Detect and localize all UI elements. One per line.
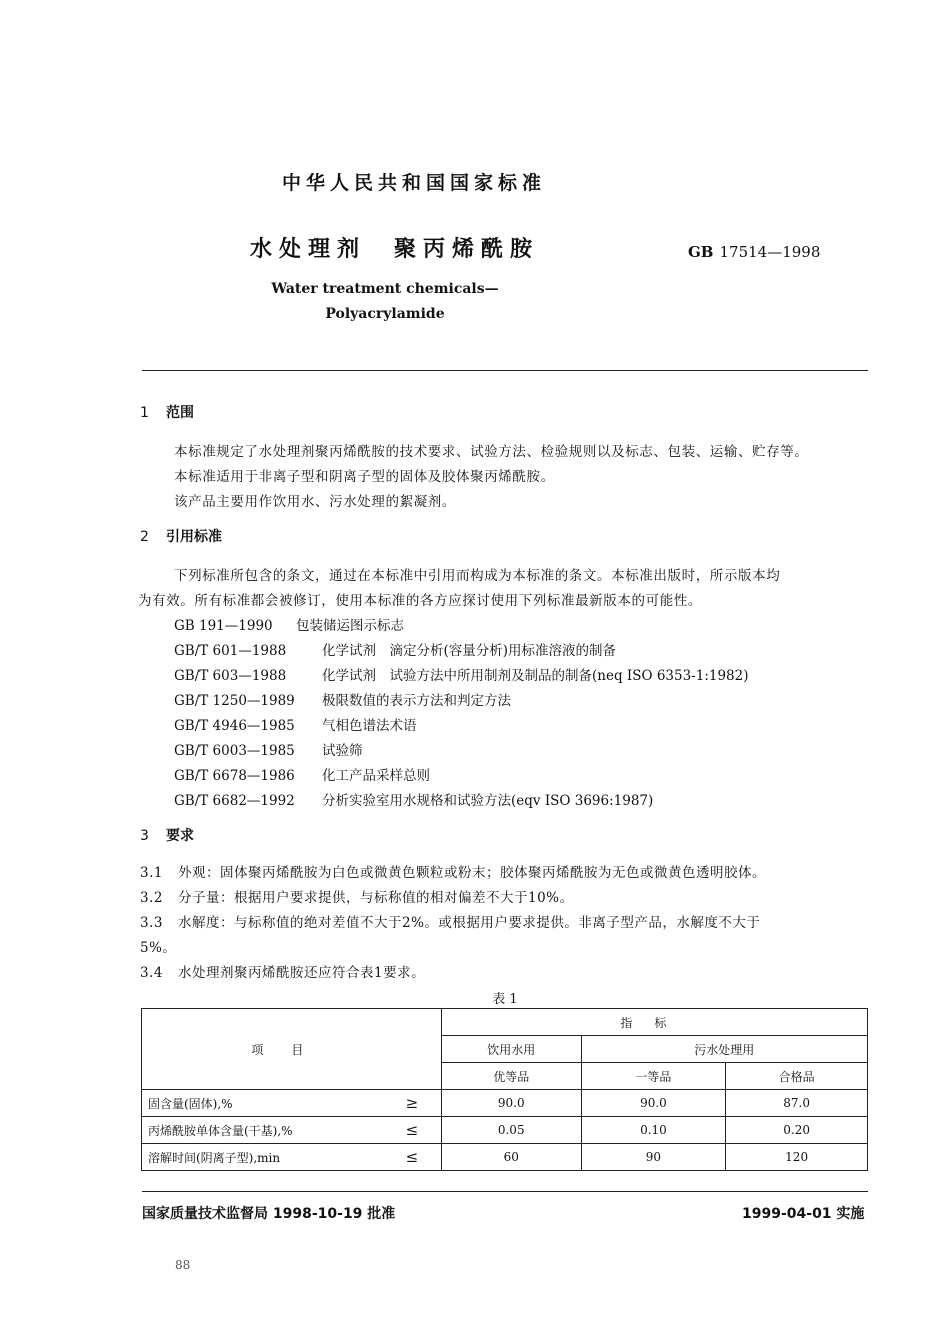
section3-title: 要求 xyxy=(166,828,194,844)
ref-title: 极限数值的表示方法和判定方法 xyxy=(322,693,511,709)
item-name-cell: 丙烯酰胺单体含量(干基),% xyxy=(142,1117,384,1144)
table-row xyxy=(142,1090,868,1117)
footer-rule xyxy=(142,1191,868,1192)
requirement-text: 水处理剂聚丙烯酰胺还应符合表1要求。 xyxy=(178,965,426,981)
header-rule xyxy=(142,370,868,371)
ref-code: GB/T 603—1988 xyxy=(174,668,287,684)
section1-heading xyxy=(140,402,194,422)
ref-title: 化学试剂 试验方法中所用制剂及制品的制备(neq ISO 6353-1:1982) xyxy=(322,668,749,684)
grade-first-cell: 一等品 xyxy=(581,1063,726,1090)
ref-code: GB/T 6682—1992 xyxy=(174,793,295,809)
ref-item xyxy=(174,739,363,759)
section2-intro-line2: 为有效。所有标准都会被修订，使用本标准的各方应探讨使用下列标准最新版本的可能性。 xyxy=(138,593,702,609)
page-number: 88 xyxy=(175,1258,191,1272)
ref-item xyxy=(174,664,749,684)
symbol-cell: ≤ xyxy=(383,1117,441,1144)
section2-intro-line1: 下列标准所包含的条文，通过在本标准中引用而构成为本标准的条文。本标准出版时，所示版本均 xyxy=(174,568,781,584)
section1-title: 范围 xyxy=(166,405,194,421)
item-name-cell: 溶解时间(阴离子型),min xyxy=(142,1144,384,1171)
requirement-number: 3.3 xyxy=(140,915,163,931)
section3-number: 3 xyxy=(140,828,149,844)
ref-item xyxy=(174,689,511,709)
requirement-continuation xyxy=(140,936,176,956)
ref-title: 包装储运图示标志 xyxy=(296,618,404,634)
value-cell: 90.0 xyxy=(441,1090,581,1117)
requirement-item xyxy=(140,861,766,881)
ref-title: 分析实验室用水规格和试验方法(eqv ISO 3696:1987) xyxy=(322,793,654,809)
english-title-line1: Water treatment chemicals— xyxy=(271,281,499,297)
requirement-text: 外观：固体聚丙烯酰胺为白色或微黄色颗粒或粉末；胶体聚丙烯酰胺为无色或微黄色透明胶体。 xyxy=(178,865,766,881)
ref-code: GB 191—1990 xyxy=(174,618,273,634)
english-title-line2: Polyacrylamide xyxy=(325,306,445,322)
requirement-text: 分子量：根据用户要求提供，与标称值的相对偏差不大于10%。 xyxy=(178,890,574,906)
ref-code: GB/T 6678—1986 xyxy=(174,768,295,784)
value-cell: 0.05 xyxy=(441,1117,581,1144)
ref-title: 化学试剂 滴定分析(容量分析)用标准溶液的制备 xyxy=(322,643,617,659)
table-header-row xyxy=(142,1009,868,1036)
section1-number: 1 xyxy=(140,405,149,421)
ref-code: GB/T 601—1988 xyxy=(174,643,287,659)
ref-item xyxy=(174,764,430,784)
item-name-cell: 固含量(固体),% xyxy=(142,1090,384,1117)
grade-premium-cell: 优等品 xyxy=(441,1063,581,1090)
national-standard-heading: 中华人民共和国国家标准 xyxy=(281,172,546,194)
ref-code: GB/T 4946—1985 xyxy=(174,718,295,734)
value-cell: 90 xyxy=(581,1144,726,1171)
section2-title: 引用标准 xyxy=(166,529,222,545)
header-sewage-cell: 污水处理用 xyxy=(581,1036,867,1063)
standard-code xyxy=(688,243,820,261)
requirement-item xyxy=(140,911,760,931)
approval-line: 国家质量技术监督局 1998-10-19 批准 xyxy=(142,1206,396,1222)
header-item-cell: 项目 xyxy=(142,1009,442,1090)
requirement-number: 3.4 xyxy=(140,965,163,981)
requirement-item xyxy=(140,961,425,981)
ref-code: GB/T 1250—1989 xyxy=(174,693,295,709)
section2-number: 2 xyxy=(140,529,149,545)
header-indicator-cell: 指标 xyxy=(441,1009,867,1036)
ref-item xyxy=(174,639,616,659)
value-cell: 0.10 xyxy=(581,1117,726,1144)
requirement-text: 水解度：与标称值的绝对差值不大于2%。或根据用户要求提供。非离子型产品，水解度不大于 xyxy=(178,915,761,931)
section1-paragraph-3: 该产品主要用作饮用水、污水处理的絮凝剂。 xyxy=(174,494,456,510)
symbol-cell: ≥ xyxy=(383,1090,441,1117)
standard-prefix: GB xyxy=(688,243,714,261)
value-cell: 60 xyxy=(441,1144,581,1171)
effective-date: 1999-04-01 实施 xyxy=(742,1206,865,1222)
value-cell: 90.0 xyxy=(581,1090,726,1117)
ref-title: 化工产品采样总则 xyxy=(322,768,430,784)
spec-table xyxy=(141,1008,868,1171)
section2-heading xyxy=(140,526,222,546)
value-cell: 120 xyxy=(726,1144,868,1171)
requirement-number: 3.2 xyxy=(140,890,163,906)
ref-item xyxy=(174,714,417,734)
value-cell: 0.20 xyxy=(726,1117,868,1144)
requirement-item xyxy=(140,886,574,906)
section1-paragraph-2: 本标准适用于非离子型和阴离子型的固体及胶体聚丙烯酰胺。 xyxy=(174,469,555,485)
section3-heading xyxy=(140,825,194,845)
ref-title: 试验筛 xyxy=(322,743,363,759)
value-cell: 87.0 xyxy=(726,1090,868,1117)
standard-number: 17514—1998 xyxy=(719,243,821,261)
table-row xyxy=(142,1144,868,1171)
ref-title: 气相色谱法术语 xyxy=(322,718,417,734)
grade-qualified-cell: 合格品 xyxy=(726,1063,868,1090)
table-caption: 表 1 xyxy=(492,992,518,1007)
requirement-text: 5%。 xyxy=(140,940,177,956)
requirement-number: 3.1 xyxy=(140,865,163,881)
section1-paragraph-1: 本标准规定了水处理剂聚丙烯酰胺的技术要求、试验方法、检验规则以及标志、包装、运输、贮存等。 xyxy=(174,444,809,460)
chinese-title-part2: 聚丙烯酰胺 xyxy=(394,237,540,262)
ref-item xyxy=(174,614,404,634)
ref-code: GB/T 6003—1985 xyxy=(174,743,295,759)
header-drinking-cell: 饮用水用 xyxy=(441,1036,581,1063)
chinese-title-part1: 水处理剂 xyxy=(250,237,367,262)
ref-item xyxy=(174,789,653,809)
symbol-cell: ≤ xyxy=(383,1144,441,1171)
chinese-title xyxy=(250,232,539,263)
table-row xyxy=(142,1117,868,1144)
